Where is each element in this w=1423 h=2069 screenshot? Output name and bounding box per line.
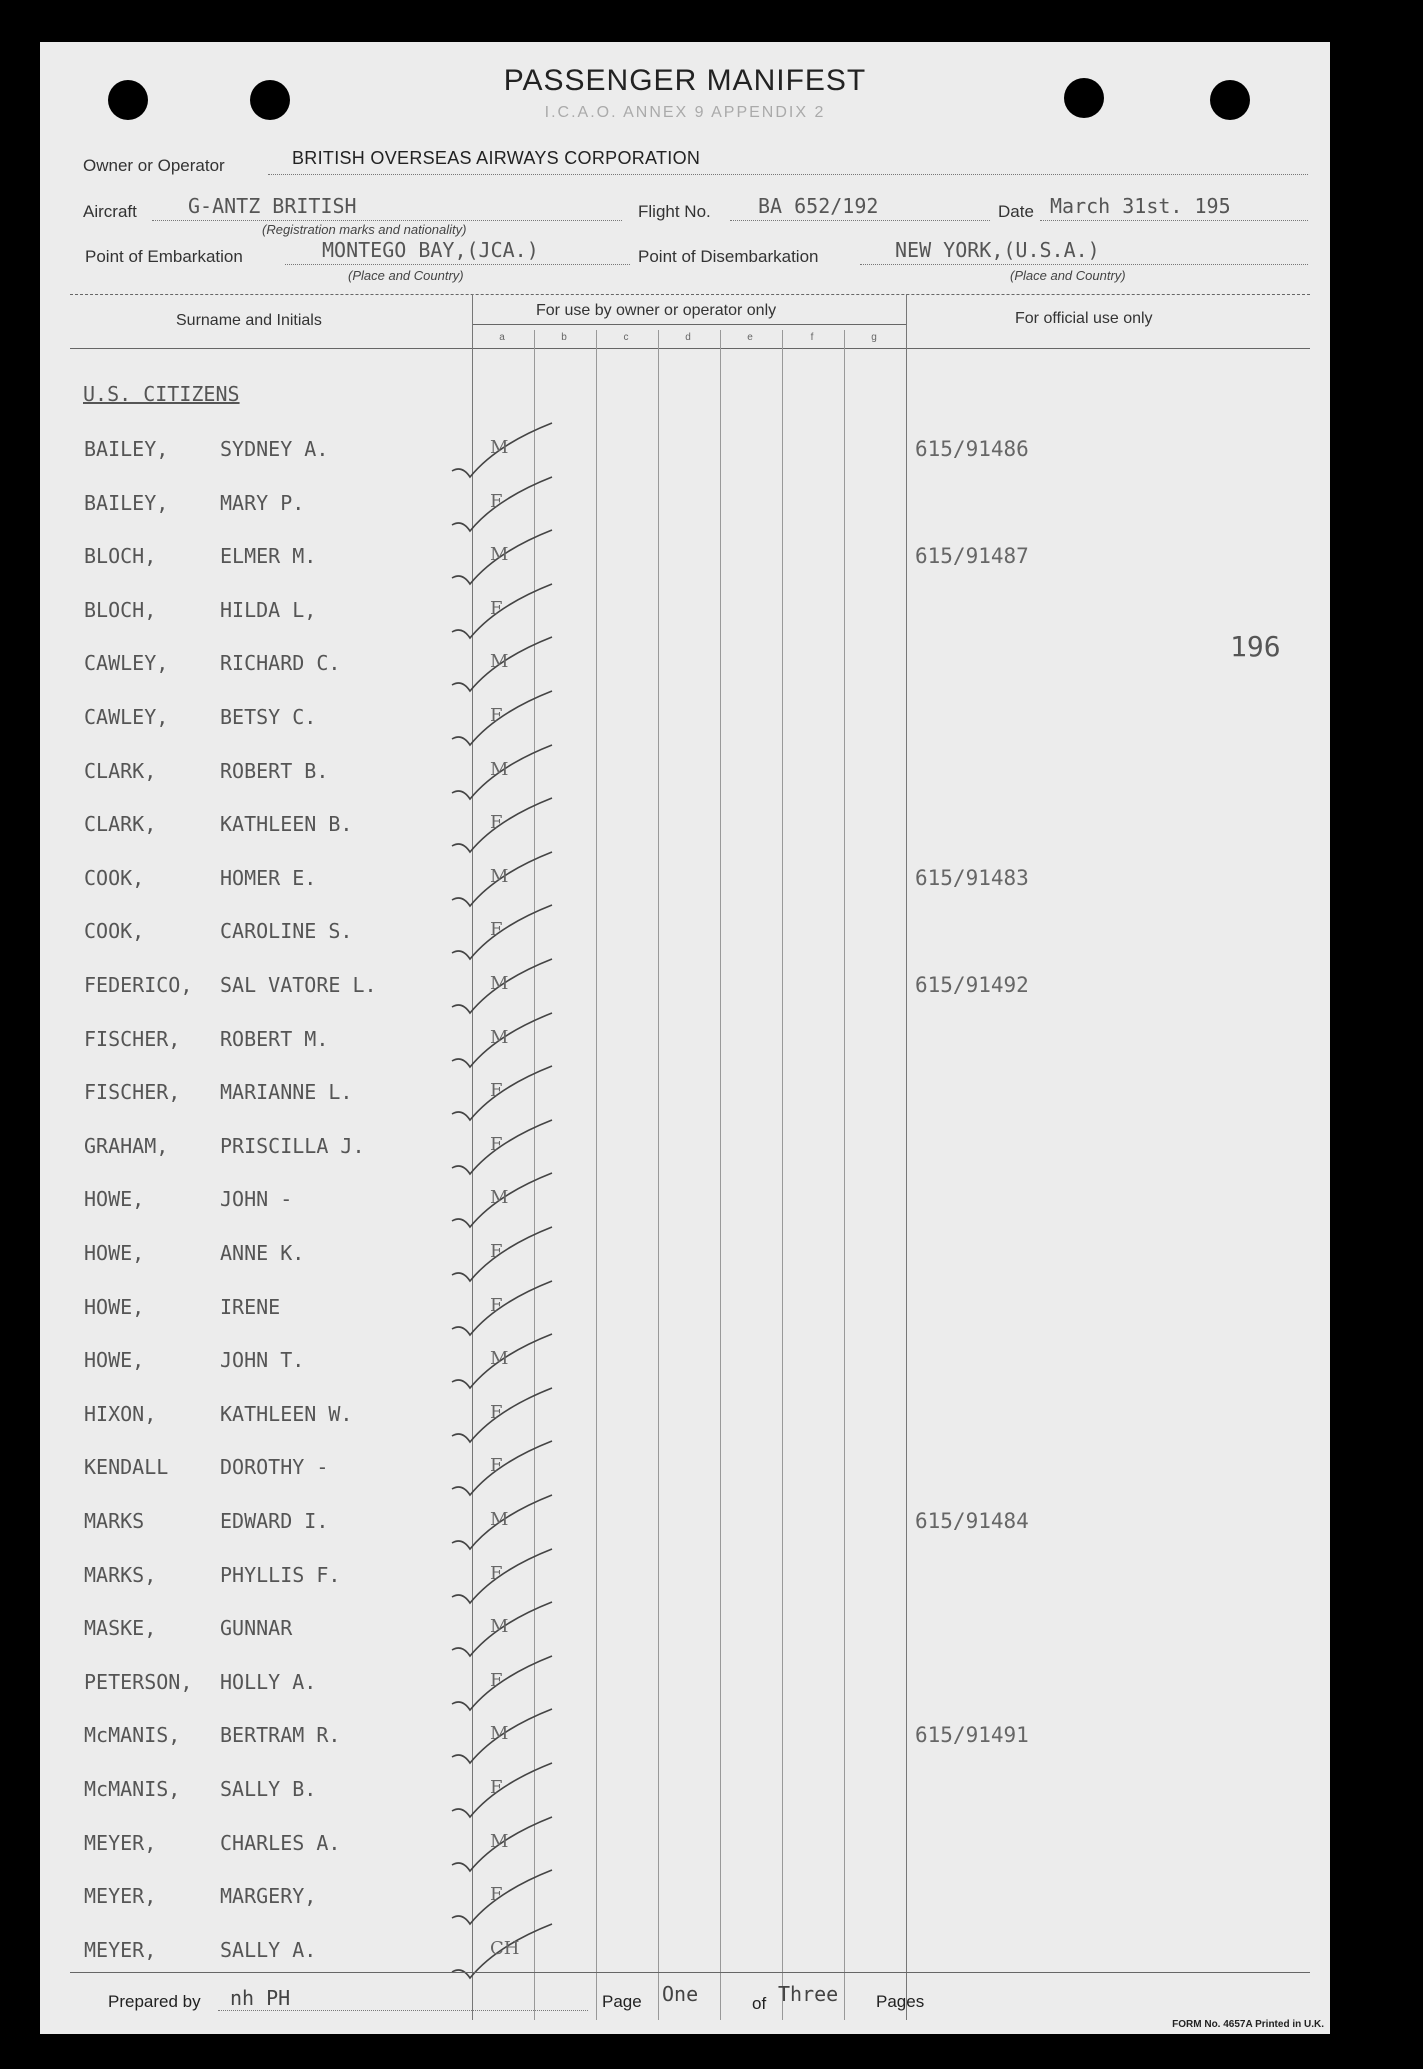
passenger-given-names: MARGERY, bbox=[220, 1884, 317, 1909]
passenger-given-names: PRISCILLA J. bbox=[220, 1133, 365, 1158]
passenger-sex: F bbox=[490, 1455, 503, 1477]
passenger-sex: M bbox=[490, 1026, 509, 1048]
passenger-surname: HIXON, bbox=[84, 1401, 157, 1426]
aircraft-dotted-line bbox=[152, 220, 622, 221]
operator-column-header: For use by owner or operator only bbox=[536, 302, 777, 319]
owner-value: BRITISH OVERSEAS AIRWAYS CORPORATION bbox=[292, 148, 701, 168]
date-label: Date bbox=[998, 202, 1034, 221]
passenger-row bbox=[40, 1455, 1330, 1495]
passenger-official-number: 615/91484 bbox=[915, 1509, 1029, 1533]
passenger-sex: F bbox=[490, 919, 503, 941]
passenger-row bbox=[40, 1616, 1330, 1656]
passenger-sex: F bbox=[490, 1294, 503, 1316]
passenger-given-names: RICHARD C. bbox=[220, 651, 341, 676]
section-title: U.S. CITIZENS bbox=[83, 382, 240, 406]
of-label: of bbox=[752, 1994, 767, 2013]
flight-dotted-line bbox=[730, 220, 990, 221]
date-dotted-line bbox=[1040, 220, 1308, 221]
passenger-given-names: ROBERT M. bbox=[220, 1026, 329, 1051]
embark-dotted-line bbox=[285, 264, 630, 265]
passenger-sex: M bbox=[490, 973, 509, 994]
passenger-given-names: CHARLES A. bbox=[220, 1830, 341, 1855]
passenger-given-names: ANNE K. bbox=[220, 1241, 305, 1265]
passenger-given-names: DOROTHY - bbox=[220, 1455, 329, 1480]
passenger-sex: M bbox=[490, 1830, 509, 1852]
passenger-surname: BAILEY, bbox=[84, 490, 169, 515]
prepared-value: nh PH bbox=[230, 1986, 291, 2010]
passenger-surname: MASKE, bbox=[84, 1616, 157, 1641]
passenger-sex: F bbox=[490, 1884, 503, 1906]
passenger-row bbox=[40, 437, 1330, 477]
passenger-given-names: PHYLLIS F. bbox=[220, 1562, 341, 1587]
passenger-row bbox=[40, 1777, 1330, 1817]
surname-column-header: Surname and Initials bbox=[176, 312, 322, 329]
stamp-number: 196 bbox=[1230, 630, 1281, 663]
passenger-given-names: MARY P. bbox=[220, 490, 305, 515]
flight-value: BA 652/192 bbox=[758, 194, 879, 218]
passenger-row bbox=[40, 973, 1330, 1013]
date-value: March 31st. 195 bbox=[1050, 194, 1231, 218]
disembark-label: Point of Disembarkation bbox=[638, 247, 819, 266]
passenger-row bbox=[40, 1509, 1330, 1549]
passenger-sex: F bbox=[490, 1080, 503, 1102]
passenger-row bbox=[40, 1080, 1330, 1120]
passenger-row bbox=[40, 1884, 1330, 1924]
owner-dotted-line bbox=[268, 174, 1308, 175]
passenger-official-number: 615/91487 bbox=[915, 544, 1029, 569]
passenger-given-names: BERTRAM R. bbox=[220, 1723, 341, 1748]
passenger-row bbox=[40, 598, 1330, 638]
manifest-sheet bbox=[40, 42, 1330, 2034]
passenger-sex: F bbox=[490, 1777, 503, 1798]
passenger-sex: M bbox=[490, 1616, 509, 1638]
document-title: PASSENGER MANIFEST bbox=[503, 64, 867, 97]
passenger-given-names: SAL VATORE L. bbox=[220, 973, 377, 997]
passenger-row bbox=[40, 919, 1330, 959]
footer-top-rule bbox=[70, 1972, 1310, 1973]
passenger-surname: MARKS, bbox=[84, 1562, 157, 1587]
passenger-surname: HOWE, bbox=[84, 1294, 145, 1319]
col-letter-g: g bbox=[871, 332, 877, 343]
passenger-given-names: IRENE bbox=[220, 1294, 281, 1319]
embark-label: Point of Embarkation bbox=[85, 247, 243, 266]
passenger-sex: F bbox=[490, 597, 503, 619]
passenger-given-names: JOHN - bbox=[220, 1187, 293, 1212]
col-letter-b: b bbox=[561, 332, 567, 343]
passenger-row bbox=[40, 1134, 1330, 1174]
passenger-sex: M bbox=[490, 1187, 509, 1209]
passenger-given-names: HOMER E. bbox=[220, 865, 317, 890]
page-value: One bbox=[662, 1982, 699, 2006]
passenger-sex: F bbox=[490, 490, 503, 512]
passenger-surname: MEYER, bbox=[84, 1830, 157, 1855]
passenger-official-number: 615/91483 bbox=[915, 865, 1029, 890]
prepared-dotted-line bbox=[218, 2010, 588, 2011]
passenger-surname: MEYER, bbox=[84, 1937, 157, 1962]
passenger-sex: F bbox=[490, 812, 503, 834]
passenger-official-number: 615/91486 bbox=[915, 437, 1029, 461]
passenger-row bbox=[40, 1027, 1330, 1067]
passenger-surname: McMANIS, bbox=[84, 1723, 181, 1748]
passenger-row bbox=[40, 1295, 1330, 1335]
pages-label: Pages bbox=[876, 1992, 925, 2011]
passenger-given-names: ROBERT B. bbox=[220, 758, 329, 783]
passenger-row bbox=[40, 1831, 1330, 1871]
table-header-bottom-rule bbox=[70, 348, 1310, 349]
passenger-surname: CAWLEY, bbox=[84, 651, 169, 676]
prepared-label: Prepared by bbox=[108, 1992, 201, 2011]
aircraft-note: (Registration marks and nationality) bbox=[262, 222, 467, 237]
passenger-given-names: SALLY A. bbox=[220, 1937, 317, 1962]
passenger-row bbox=[40, 1670, 1330, 1710]
passenger-sex: M bbox=[490, 651, 509, 673]
passenger-surname: McMANIS, bbox=[84, 1777, 181, 1801]
passenger-row bbox=[40, 866, 1330, 906]
page-label: Page bbox=[602, 1992, 642, 2011]
passenger-given-names: HOLLY A. bbox=[220, 1669, 317, 1694]
passenger-sex: F bbox=[490, 1562, 503, 1584]
passenger-surname: MEYER, bbox=[84, 1884, 157, 1909]
disembark-note: (Place and Country) bbox=[1010, 268, 1126, 283]
passenger-sex: M bbox=[490, 758, 509, 780]
passenger-row bbox=[40, 491, 1330, 531]
passenger-sex: CH bbox=[490, 1937, 520, 1959]
col-letter-a: a bbox=[499, 332, 505, 343]
of-value: Three bbox=[778, 1982, 839, 2006]
passenger-official-number: 615/91491 bbox=[915, 1723, 1029, 1748]
passenger-surname: BLOCH, bbox=[84, 597, 157, 622]
passenger-given-names: KATHLEEN B. bbox=[220, 812, 353, 837]
passenger-official-number: 615/91492 bbox=[915, 973, 1029, 997]
passenger-row bbox=[40, 1348, 1330, 1388]
owner-label: Owner or Operator bbox=[83, 156, 225, 175]
passenger-surname: BLOCH, bbox=[84, 544, 157, 569]
passenger-sex: M bbox=[490, 865, 509, 887]
passenger-surname: KENDALL bbox=[84, 1455, 169, 1480]
passenger-given-names: HILDA L, bbox=[220, 597, 317, 622]
passenger-row bbox=[40, 705, 1330, 745]
passenger-sex: F bbox=[490, 705, 503, 726]
passenger-surname: COOK, bbox=[84, 919, 145, 944]
passenger-surname: HOWE, bbox=[84, 1187, 145, 1212]
operator-header-rule bbox=[472, 324, 906, 325]
passenger-sex: F bbox=[490, 1133, 503, 1155]
flight-label: Flight No. bbox=[638, 202, 711, 221]
passenger-given-names: ELMER M. bbox=[220, 544, 317, 569]
passenger-row bbox=[40, 759, 1330, 799]
document-subtitle: I.C.A.O. ANNEX 9 APPENDIX 2 bbox=[544, 104, 826, 121]
official-column-header: For official use only bbox=[1015, 310, 1153, 327]
passenger-row bbox=[40, 1563, 1330, 1603]
passenger-surname: CLARK, bbox=[84, 758, 157, 783]
passenger-sex: M bbox=[490, 1723, 509, 1745]
passenger-sex: M bbox=[490, 437, 509, 458]
col-letter-c: c bbox=[623, 332, 629, 343]
col-letter-d: d bbox=[685, 332, 691, 343]
passenger-given-names: JOHN T. bbox=[220, 1348, 305, 1373]
passenger-surname: CLARK, bbox=[84, 812, 157, 837]
passenger-sex: F bbox=[490, 1669, 503, 1691]
passenger-row bbox=[40, 812, 1330, 852]
aircraft-label: Aircraft bbox=[83, 202, 137, 221]
passenger-given-names: GUNNAR bbox=[220, 1616, 293, 1641]
passenger-surname: CAWLEY, bbox=[84, 705, 169, 729]
passenger-row bbox=[40, 1402, 1330, 1442]
passenger-row bbox=[40, 544, 1330, 584]
passenger-sex: F bbox=[490, 1401, 503, 1423]
col-letter-f: f bbox=[810, 332, 814, 343]
passenger-sex: M bbox=[490, 1509, 509, 1530]
passenger-given-names: SYDNEY A. bbox=[220, 437, 329, 461]
passenger-given-names: KATHLEEN W. bbox=[220, 1401, 353, 1426]
passenger-surname: FISCHER, bbox=[84, 1080, 181, 1105]
passenger-row bbox=[40, 651, 1330, 691]
passenger-surname: COOK, bbox=[84, 865, 145, 890]
passenger-surname: FEDERICO, bbox=[84, 973, 193, 997]
passenger-given-names: SALLY B. bbox=[220, 1777, 317, 1801]
passenger-given-names: MARIANNE L. bbox=[220, 1080, 353, 1105]
passenger-surname: BAILEY, bbox=[84, 437, 169, 461]
passenger-surname: HOWE, bbox=[84, 1348, 145, 1373]
passenger-surname: MARKS bbox=[84, 1509, 145, 1533]
table-top-rule bbox=[70, 294, 1310, 295]
form-number: FORM No. 4657A Printed in U.K. bbox=[1172, 2019, 1324, 2030]
passenger-sex: F bbox=[490, 1241, 503, 1262]
passenger-row bbox=[40, 1723, 1330, 1763]
passenger-surname: HOWE, bbox=[84, 1241, 145, 1265]
passenger-given-names: BETSY C. bbox=[220, 705, 317, 729]
passenger-surname: GRAHAM, bbox=[84, 1133, 169, 1158]
passenger-given-names: EDWARD I. bbox=[220, 1509, 329, 1533]
col-letter-e: e bbox=[747, 332, 753, 343]
passenger-sex: M bbox=[490, 1348, 509, 1370]
passenger-surname: PETERSON, bbox=[84, 1669, 193, 1694]
passenger-row bbox=[40, 1187, 1330, 1227]
passenger-surname: FISCHER, bbox=[84, 1026, 181, 1051]
passenger-given-names: CAROLINE S. bbox=[220, 919, 353, 944]
embark-value: MONTEGO BAY,(JCA.) bbox=[322, 238, 539, 262]
passenger-sex: M bbox=[490, 544, 509, 566]
aircraft-value: G-ANTZ BRITISH bbox=[188, 194, 357, 218]
passenger-row bbox=[40, 1241, 1330, 1281]
disembark-value: NEW YORK,(U.S.A.) bbox=[895, 238, 1100, 262]
embark-note: (Place and Country) bbox=[348, 268, 464, 283]
disembark-dotted-line bbox=[860, 264, 1308, 265]
